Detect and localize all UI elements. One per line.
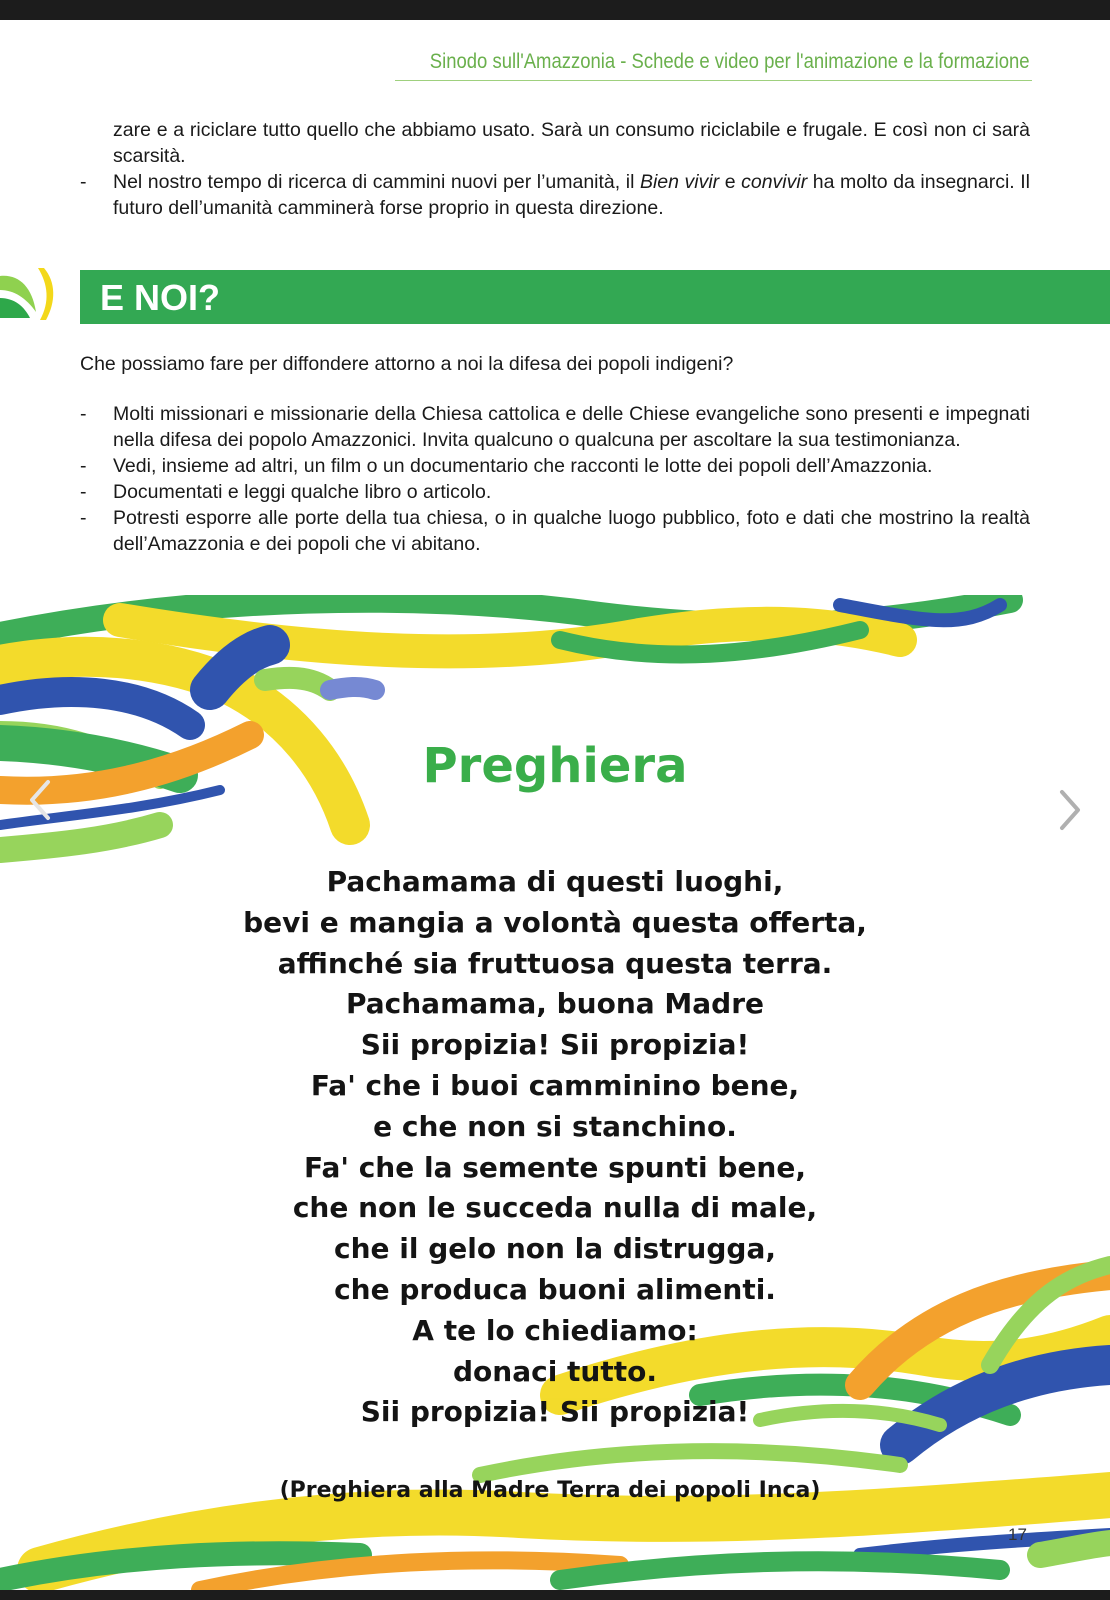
prayer-line: Pachamama di questi luoghi,	[326, 865, 784, 898]
bullet-dash: -	[80, 481, 87, 503]
bottom-bar	[0, 1590, 1110, 1600]
prayer-line: che il gelo non la distrugga,	[334, 1232, 776, 1266]
top-status-bar	[0, 0, 1110, 20]
prayer-line: Fa' che la semente spunti bene,	[304, 1150, 806, 1184]
bullet-text-part: ha molto da insegnarci. Il futuro dell’umanità camminerà forse proprio in questa direzione.	[113, 171, 1031, 219]
leaf-swoosh-icon	[0, 268, 60, 320]
bullet-text	[113, 169, 1030, 221]
prayer-line: Fa' che i buoi camminino bene,	[310, 1068, 800, 1102]
section-title: E NOI?	[100, 277, 221, 318]
prayer-line: donaci tutto.	[452, 1354, 657, 1388]
bullet-text: Documentati e leggi qualche libro o articolo.	[113, 481, 492, 503]
prayer-line: e che non si stanchino.	[373, 1109, 737, 1143]
prayer-line: bevi e mangia a volontà questa offerta,	[243, 905, 867, 939]
bullet-text: Potresti esporre alle porte della tua chiesa, o in qualche luogo pubblico, foto e dati che mostrino la realtà dell’Amazzonia e dei popoli che vi abitano.	[113, 507, 1030, 555]
prayer-line: affinché sia fruttuosa questa terra.	[277, 946, 833, 980]
section-header-bar	[80, 270, 1110, 324]
list-item	[80, 479, 1030, 505]
prayer-text	[0, 862, 1110, 1433]
emphasis-convivir: convivir	[741, 171, 808, 193]
page-number: 17	[1008, 1525, 1027, 1544]
prayer-line: che non le succeda nulla di male,	[292, 1191, 818, 1225]
running-header: Sinodo sull'Amazzonia - Schede e video per l'animazione e la formazione	[430, 50, 1030, 73]
top-text	[80, 117, 1030, 221]
continuation-text: zare e a riciclare tutto quello che abbiamo usato. Sarà un consumo riciclabile e frugale. E così non ci sarà scarsità.	[113, 119, 1030, 167]
prayer-line: Sii propizia! Sii propizia!	[360, 1395, 750, 1429]
list-item	[80, 453, 1030, 479]
bullet-text-part: Nel nostro tempo di ricerca di cammini nuovi per l’umanità, il	[113, 171, 640, 193]
emphasis-bien-vivir: Bien vivir	[639, 171, 720, 193]
header-rule	[395, 80, 1032, 81]
section-list	[80, 401, 1030, 557]
chevron-right-icon[interactable]	[1056, 788, 1084, 832]
bullet-text: Molti missionari e missionarie della Chiesa cattolica e delle Chiese evangeliche sono presenti e impegnati nella difesa dei popolo Amazzonici. Invita qualcuno o qualcuna per ascoltare la sua testimonianza.	[113, 403, 1030, 451]
prayer-line: A te lo chiediamo:	[412, 1313, 698, 1347]
bullet-dash: -	[80, 171, 87, 193]
prayer-line: Pachamama, buona Madre	[345, 987, 764, 1021]
bullet-dash: -	[80, 455, 87, 477]
bullet-text: Vedi, insieme ad altri, un film o un documentario che racconti le lotte dei popoli dell’Amazzonia.	[113, 455, 933, 477]
bullet-dash: -	[80, 403, 87, 425]
bullet-dash: -	[80, 507, 87, 529]
section-intro: Che possiamo fare per diffondere attorno a noi la difesa dei popoli indigeni?	[80, 353, 734, 375]
prayer-line: che produca buoni alimenti.	[334, 1272, 776, 1306]
prayer-line: Sii propizia! Sii propizia!	[360, 1028, 750, 1062]
list-item	[80, 505, 1030, 557]
prayer-attribution: (Preghiera alla Madre Terra dei popoli Inca)	[279, 1478, 821, 1503]
list-item	[80, 401, 1030, 453]
prayer-title: Preghiera	[422, 738, 688, 794]
list-item	[80, 169, 1030, 221]
bullet-text-part: e	[719, 171, 742, 193]
